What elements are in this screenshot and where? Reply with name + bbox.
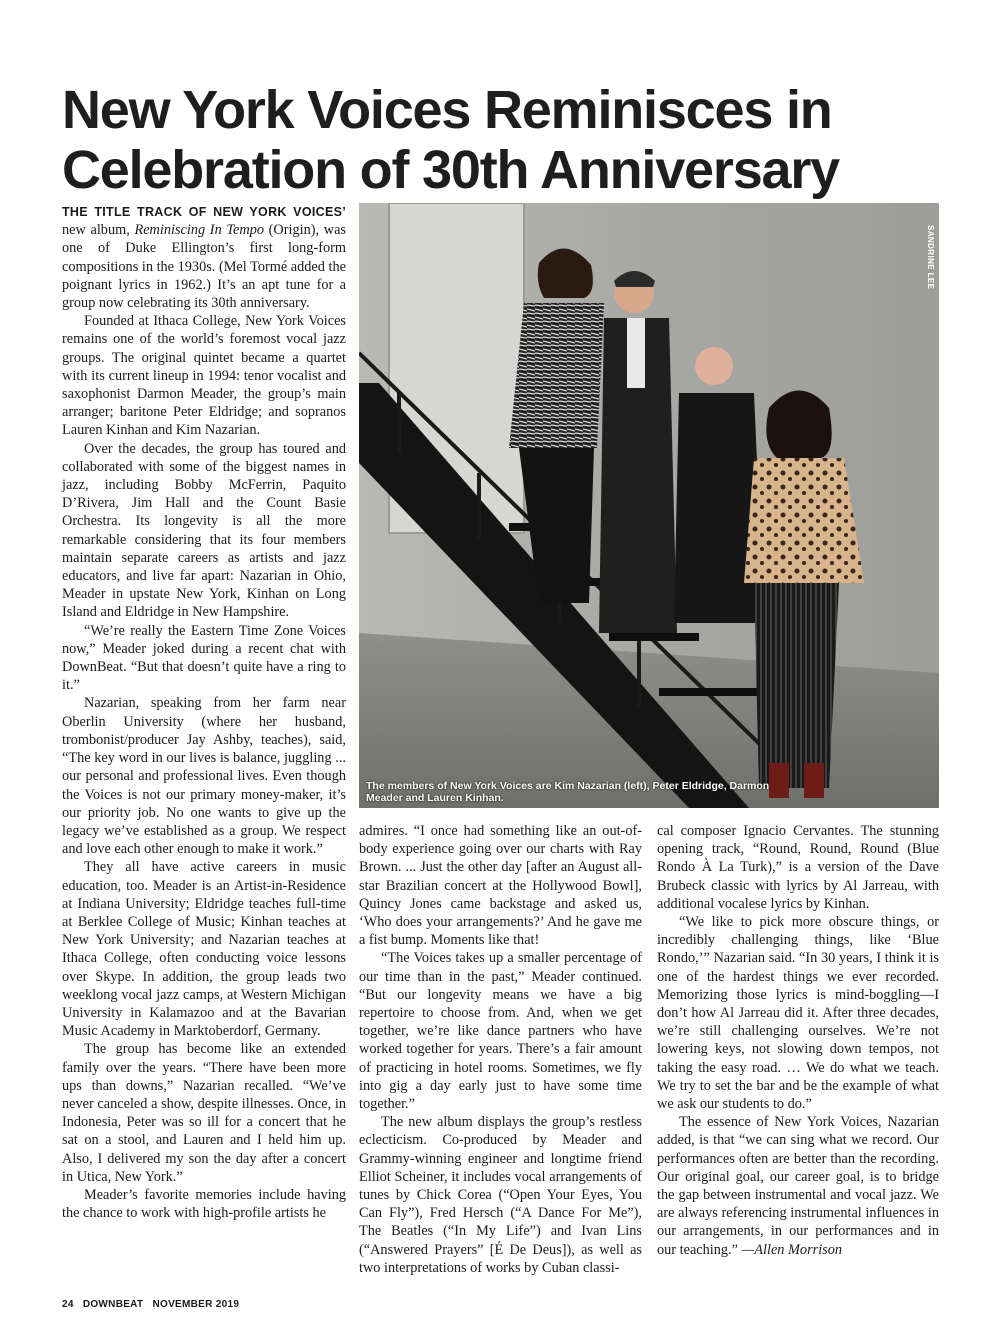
magazine-name: DOWNBEAT: [82, 1299, 144, 1310]
paragraph: They all have active careers in music education, too. Meader is an Artist-in-Residence at Indiana University; Eldridge teaches full-time at Berklee College of Music; Kinhan teaches at New York University; and Nazarian teaches at Ithaca College, often conducting voice lessons over Skype. In addition, the group leads two weeklong vocal jazz camps, at Western Michigan University in Kalamazoo and at the Bavarian Music Academy in Marktoberdorf, Germany.: [62, 859, 346, 1040]
byline: —Allen Morrison: [741, 1241, 843, 1258]
paragraph: [62, 203, 346, 312]
paragraph: cal composer Ignacio Cervantes. The stunning opening track, “Round, Round, Round (Blue Rondo À La Turk),” is a version of the Dave Brubeck classic with lyrics by Al Jarreau, with additional vocalese lyrics by Kinhan.: [657, 823, 939, 912]
paragraph: “We’re really the Eastern Time Zone Voices now,” Meader joked during a recent chat with DownBeat. “But that doesn’t quite have a ring to it.”: [62, 622, 346, 694]
paragraph: “The Voices takes up a smaller percentage of our time than in the past,” Meader continued. “But our longevity means we have a big repertoire to choose from. And, when we get together, we’re like dance partners who have worked together for years. There’s a fair amount of practicing in hotel rooms. Sometimes, we fly into gig a day early just to have some time together.”: [359, 950, 642, 1113]
band-photo-illustration: [359, 203, 939, 808]
photo-credit: SANDRINE LEE: [926, 225, 935, 290]
paragraph: Founded at Ithaca College, New York Voices remains one of the world’s foremost vocal jazz groups. The original quintet became a quartet with its current lineup in 1994: tenor vocalist and saxophonist Darmon Meader, the group’s main arranger; baritone Peter Eldridge; and sopranos Lauren Kinhan and Kim Nazarian.: [62, 313, 346, 439]
paragraph: Nazarian, speaking from her farm near Oberlin University (where her husband, trombonist/producer Jay Ashby, teaches), said, “The key word in our lives is balance, juggling ... our personal and professional lives. Even though the Voices is not our primary money-maker, it’s our priority job. No one wants to give up the legacy we’ve established as a group. We respect and love each other enough to make it work.”: [62, 695, 346, 858]
paragraph-text: new album,: [62, 222, 135, 239]
page-footer: [62, 1299, 245, 1310]
paragraph: [657, 1113, 939, 1259]
album-title: Reminiscing In Tempo: [134, 222, 264, 239]
paragraph-text: (Origin), was one of Duke Ellington’s first long-form compositions in the 1930s. (Mel Tormé added the poignant lyrics in 1962.) It’s an apt tune for a group now celebrating its 30th anniversary.: [62, 222, 346, 312]
paragraph: The group has become like an extended family over the years. “There have been more ups than downs,” Nazarian recalled. “We’ve never canceled a show, despite illnesses. Once, in Indonesia, Peter was so ill for a concert that he sat on a stool, and Lauren and I held him up. Also, I delivered my son the day after a concert in Utica, New York.”: [62, 1041, 346, 1185]
article-column-1: [62, 203, 346, 1222]
article-column-2: [359, 822, 642, 1277]
band-photo: [359, 203, 939, 808]
paragraph: “We like to pick more obscure things, or incredibly challenging things, like ‘Blue Rondo,’” Nazarian said. “In 30 years, I think it is one of the hardest things we ever recorded. Memorizing those lyrics is mind-boggling—I don’t how Al Jarreau did it. After three decades, we’re still challenging ourselves. We’re not lowering keys, not slowing down tempos, not taking the easy road. … We do what we teach. We try to set the bar and be the example of what we ask our students to do.”: [657, 914, 939, 1113]
headline: New York Voices Reminisces in Celebration of 30th Anniversary: [62, 80, 840, 200]
lead-in: THE TITLE TRACK OF NEW YORK VOICES’: [62, 205, 346, 219]
page-number: 24: [62, 1299, 74, 1310]
article-column-3: [657, 822, 939, 1259]
paragraph-text: The essence of New York Voices, Nazarian added, is that “we can sing what we record. Our performances often are better than the recording. Our original goal, our career goal, is to bridge the gap between instrumental and vocal jazz. We are always referencing instrumental influences in our arrangements, in our performances and in our teaching.”: [657, 1114, 939, 1258]
photo-caption: The members of New York Voices are Kim Nazarian (left), Peter Eldridge, Darmon Meader and Lauren Kinhan.: [366, 780, 770, 804]
issue-date: NOVEMBER 2019: [152, 1299, 240, 1310]
paragraph: admires. “I once had something like an out-of-body experience going over our charts with Ray Brown. ... Just the other day [after an August all-star Brazilian concert at the Hollywood Bowl], Quincy Jones came backstage and asked us, ‘Who does your arrangements?’ And he gave me a fist bump. Moments like that!: [359, 823, 642, 949]
paragraph: Meader’s favorite memories include having the chance to work with high-profile artists he: [62, 1186, 346, 1222]
paragraph: Over the decades, the group has toured and collaborated with some of the biggest names in jazz, including Bobby McFerrin, Paquito D’Rivera, Jim Hall and the Count Basie Orchestra. Its longevity is all the more remarkable considering that its four members maintain separate careers as artists and jazz educators, and live far apart: Nazarian in Ohio, Meader in upstate New York, Kinhan on Long Island and Eldridge in New Hampshire.: [62, 440, 346, 621]
paragraph: The new album displays the group’s restless eclecticism. Co-produced by Meader and Grammy-winning engineer and longtime friend Elliot Scheiner, it includes vocal arrangements of tunes by Chick Corea (“Open Your Eyes, You Can Fly”), Fred Hersch (“A Dance For Me”), The Beatles (“In My Life”) and Ivan Lins (“Answered Prayers” [É De Deus]), as well as two interpretations of works by Cuban classi-: [359, 1114, 642, 1276]
